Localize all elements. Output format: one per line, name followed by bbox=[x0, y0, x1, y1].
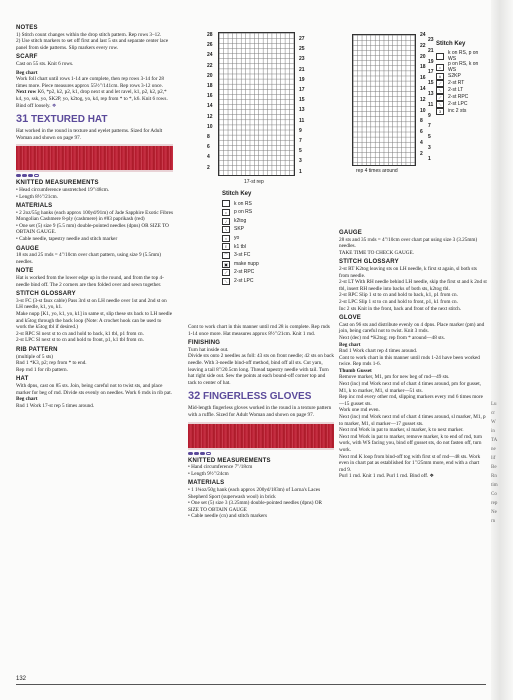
stitch-symbol-icon: ▣ bbox=[222, 261, 230, 268]
chart1-row-number: 22 bbox=[207, 62, 213, 69]
chart2-row-number: 17 bbox=[428, 69, 434, 76]
chart1-row-number: 28 bbox=[207, 32, 213, 38]
thumb-line: Purl 1 rnd. Knit 1 rnd. Purl 1 rnd. Bind off. ❖ bbox=[339, 473, 435, 480]
thumb-line: Remove marker, M1, pm for new beg of rnd—49 sts. bbox=[339, 374, 450, 381]
chart1-row-number: 21 bbox=[299, 66, 305, 73]
chart2-row-number: 3 bbox=[428, 145, 431, 151]
stitch-symbol-icon: ⟍ bbox=[436, 87, 444, 94]
hat-intro: Hat worked in the round in texture and eyelet patterns. Sized for Adult Woman and shown on page 97. bbox=[16, 128, 163, 141]
glossary-item: 2-st LPC Slip 1 st to cn and hold to front, p1, k1 from cn. bbox=[339, 298, 458, 305]
key-item bbox=[222, 268, 259, 277]
key-item bbox=[222, 243, 259, 252]
thumb-line: Next rnd K loop from bind-off tog with first st of rnd—48 sts. Work even in chart pat as established for 1"/25mm more, end with a chart rnd 9. bbox=[339, 453, 481, 473]
chart1-row-number: 11 bbox=[299, 117, 305, 124]
note-1: 1) Stitch count changes within the drop stitch pattern. Rep rows 3–12. bbox=[16, 31, 162, 38]
key-item bbox=[436, 62, 482, 73]
scarf-heading: SCARF bbox=[16, 54, 38, 61]
chart1-row-number: 12 bbox=[207, 113, 213, 120]
chart1-row-number: 4 bbox=[207, 154, 210, 161]
chart2-row-number: 5 bbox=[428, 134, 431, 141]
glossary-item: 2-st LT With RH needle behind LH needle, skip the first st and k 2nd st tbl, insert RH needle into backs of both sts, k2tog tbl. bbox=[339, 279, 487, 292]
chart2-row-number: 19 bbox=[428, 58, 434, 65]
key-item-label: k on RS, p on WS bbox=[448, 50, 479, 62]
chart2-row-number: 18 bbox=[420, 64, 426, 71]
chart2-row-number: 14 bbox=[420, 86, 426, 92]
edge-text-fragment: Lu bbox=[491, 402, 497, 407]
thumb-line: Work one rnd even. bbox=[339, 407, 380, 414]
chart2-row-number: 8 bbox=[420, 118, 423, 125]
key-item-label: 2-st LT bbox=[448, 86, 464, 93]
key-item bbox=[436, 94, 482, 101]
key-item bbox=[436, 80, 482, 87]
chart1-row-number: 3 bbox=[299, 158, 302, 165]
key-item-label: make nupp bbox=[234, 260, 259, 267]
key-item bbox=[436, 108, 482, 115]
gauge-heading: GAUGE bbox=[339, 230, 363, 236]
glove-rnd1: Rnd 1 Work chart rep 4 times around. bbox=[339, 348, 418, 355]
glossary-item: 2-st RT K2tog leaving sts on LH needle, k first st again, sl both sts from needle. bbox=[339, 265, 477, 279]
key-item bbox=[436, 101, 482, 108]
chart1-row-number: 10 bbox=[207, 123, 213, 130]
chart1-row-number: 9 bbox=[299, 127, 302, 134]
rib-line: Rep rnd 1 for rib pattern. bbox=[16, 366, 68, 373]
skill-level-dots bbox=[16, 174, 173, 177]
glove-cont: Cont to work chart in this manner until rnds 1-24 have been worked twice. Rep rnds 1-6. bbox=[339, 354, 480, 368]
stitch-key-title: Stitch Key bbox=[436, 41, 466, 47]
key-item-label: 2-st LPC bbox=[234, 277, 254, 284]
edge-text-fragment: Rn bbox=[491, 474, 497, 479]
glossary-item: 2-st RPC Sl next st to cn and hold to back, k1 tbl, p1 from cn. bbox=[16, 330, 144, 337]
stitch-symbol-icon: ∧ bbox=[436, 73, 444, 80]
chart2-row-number: 4 bbox=[420, 140, 423, 146]
gloves-intro: Mid-length fingerless gloves worked in the round in a texture pattern with a ruffle. Sized for Adult Woman and shown on page 97. bbox=[188, 405, 332, 418]
key-item bbox=[222, 234, 259, 243]
footer-rule bbox=[16, 684, 486, 685]
chart1-row-number: 2 bbox=[207, 164, 210, 171]
glossary-item: Make nupp [K1, yo, k1, yo, k1] in same st, slip these sts back to LH needle and k5tog through the back loop (Note: A crochet hook can be used to work the k5tog tbl if desired.) bbox=[16, 311, 173, 331]
gloves-chart-grid bbox=[352, 34, 416, 166]
edge-text-fragment: Co bbox=[491, 492, 497, 497]
edge-text-fragment: tim bbox=[491, 483, 498, 488]
stitch-symbol-icon: • bbox=[436, 64, 444, 71]
stitch-symbol-icon: / bbox=[222, 218, 230, 225]
glove-heading: GLOVE bbox=[339, 315, 362, 322]
edge-text-fragment: Be bbox=[491, 465, 497, 470]
stitch-symbol-icon bbox=[222, 200, 230, 207]
key-item-label: S2KP bbox=[448, 72, 461, 79]
chart1-row-number: 6 bbox=[207, 144, 210, 151]
materials-heading: MATERIALS bbox=[16, 203, 53, 210]
edge-text-fragment: in bbox=[491, 429, 495, 434]
gloves-stitch-key bbox=[436, 38, 482, 115]
edge-text-fragment: TA bbox=[491, 438, 498, 443]
chart1-row-number: 24 bbox=[207, 52, 213, 59]
gauge-take-time: TAKE TIME TO CHECK GAUGE. bbox=[339, 249, 414, 256]
key-item bbox=[436, 73, 482, 80]
page-gutter-shadow bbox=[491, 0, 513, 700]
thumb-line: Next (inc) rnd Work next rnd of chart 4 times around, sl marker, M1, p to marker, M1, sl marker—17 gusset sts. bbox=[339, 414, 486, 427]
key-item-label: k2tog bbox=[234, 217, 247, 224]
gloves-title: 32 FINGERLESS GLOVES bbox=[188, 390, 312, 403]
rib-line: Rnd 1 *K3, p2; rep from * to end. bbox=[16, 360, 87, 367]
chart1-row-number: 13 bbox=[299, 107, 305, 114]
skill-level-dots bbox=[188, 452, 334, 455]
glossary-item: 2-st RPC Slip 1 st to cn and hold to back, k1, p1 from cn. bbox=[339, 292, 458, 299]
chart1-row-number: 1 bbox=[299, 168, 302, 175]
edge-text-fragment: W bbox=[491, 420, 496, 425]
thumb-line: Rep inc rnd every other rnd, slipping markers every rnd 6 times more—15 gusset sts. bbox=[339, 394, 483, 407]
gauge-text: 18 sts and 25 rnds = 4"/10cm over chart pattern, using size 9 (5.5mm) needles. bbox=[16, 252, 161, 265]
key-item bbox=[436, 87, 482, 94]
next-row-text: Next row K6, *p2, k2, p2, k1, drop next st and let ravel, k1, p2, k2, p2,* k4, yo, ssk, yo, SK2P, yo, k2tog, yo, k4, rep from * to *, k6. Knit 6 rows. Bind off loosely. ❖ bbox=[16, 89, 168, 109]
beg-chart-text: Work foll chart until rows 1-14 are complete, then rep rows 3-14 for 28 times more. Piece measures approx 55½"/141cm. Rep rows 3-12 once. bbox=[16, 76, 164, 89]
chart1-row-number: 23 bbox=[299, 56, 305, 63]
glossary-item: 2-st LPC Sl next st to cn and hold to front, p1, k1 tbl from cn. bbox=[16, 337, 144, 344]
key-item-label: inc 2 sts bbox=[448, 107, 467, 114]
key-item-label: p on RS bbox=[234, 209, 253, 216]
edge-text-fragment: Ne bbox=[491, 510, 497, 515]
chart1-row-number: 16 bbox=[207, 93, 213, 100]
key-item bbox=[222, 260, 259, 269]
chart1-row-number: 15 bbox=[299, 97, 305, 104]
stitch-symbol-icon: ℓ bbox=[222, 243, 230, 250]
edge-text-fragment: rep bbox=[491, 501, 498, 506]
chart1-row-number: 17 bbox=[299, 87, 305, 93]
edge-text-fragment: ne bbox=[491, 447, 496, 452]
edge-text-fragment: rn bbox=[491, 519, 496, 524]
material-2: • One set (5) size 3 (3.25mm) double-pointed needles (dpns) OR SIZE TO OBTAIN GAUGE bbox=[188, 500, 322, 513]
chart2-row-number: 23 bbox=[428, 37, 434, 43]
next-row-label: Next row bbox=[16, 89, 37, 96]
column-right bbox=[339, 227, 487, 480]
note-heading: NOTE bbox=[16, 268, 34, 275]
key-item bbox=[222, 251, 259, 260]
chart2-row-number: 2 bbox=[420, 150, 423, 157]
chart1-row-number: 18 bbox=[207, 83, 213, 89]
chart1-row-number: 26 bbox=[207, 42, 213, 49]
knitted-measurements-heading: KNITTED MEASUREMENTS bbox=[16, 180, 99, 187]
chart2-row-number: 9 bbox=[428, 112, 431, 119]
key-item bbox=[222, 277, 259, 286]
notes-heading: NOTES bbox=[16, 25, 38, 31]
key-item-label: 2-st RPC bbox=[234, 269, 255, 276]
chart1-row-number: 14 bbox=[207, 103, 213, 110]
chart1-row-number: 8 bbox=[207, 134, 210, 140]
stitch-symbol-icon: ⟋ bbox=[436, 80, 444, 87]
chart2-row-number: 24 bbox=[420, 32, 426, 38]
measurement-2: • Length 8½"/21cm. bbox=[16, 193, 58, 200]
measurement-1: • Head circumference unstretched 19"/48cm. bbox=[16, 186, 110, 193]
chart2-row-number: 12 bbox=[420, 96, 426, 103]
hat-stitch-key bbox=[222, 190, 259, 286]
stitch-symbol-icon: 3 bbox=[436, 108, 444, 115]
measurement-2: • Length 9½"/24cm bbox=[188, 470, 229, 477]
gloves-photo-strip bbox=[188, 422, 334, 450]
stitch-symbol-icon: ⌒ bbox=[224, 252, 228, 258]
finishing-heading: FINISHING bbox=[188, 340, 221, 347]
chart2-row-number: 15 bbox=[428, 80, 434, 87]
rib-line: (multiple of 5 sts) bbox=[16, 353, 54, 360]
stitch-symbol-icon: ⟍ bbox=[222, 278, 230, 285]
thumb-line: Next (inc) rnd Work next rnd of chart 4 times around, pm for gusset, M1, k to marker, M1, sl marker—51 sts. bbox=[339, 381, 481, 394]
hat-chart-grid bbox=[218, 32, 295, 176]
page-number: 132 bbox=[16, 676, 27, 682]
gauge-heading: GAUGE bbox=[16, 245, 40, 252]
facing-page-edge-text bbox=[491, 400, 505, 526]
material-1: • 2 2oz/55g hanks (each approx 100yd/91m) of Jade Sapphire Exotic Fibres Mongolian Cashmere 8-ply (cashmere) in #83 paprikash (red) bbox=[16, 209, 173, 223]
key-item-label: p on RS, k on WS bbox=[448, 61, 479, 73]
chart2-row-number: 16 bbox=[420, 75, 426, 82]
stitch-symbol-icon: \ bbox=[222, 226, 230, 233]
hat-text: With dpns, cast on 85 sts. Join, being careful not to twist sts, and place marker for beg of rnd. Divide sts evenly on needles. Work 6 rnds in rib pat. bbox=[16, 382, 172, 396]
chart2-row-number: 13 bbox=[428, 91, 434, 97]
rib-pattern-heading: RIB PATTERN bbox=[16, 346, 58, 353]
thumb-line: Next rnd Work in pat to marker, remove marker, k to end of rnd, turn work, with WS facing you, bind off gusset sts, do not fasten off, turn work. bbox=[339, 433, 482, 453]
gauge-text: 28 sts and 35 rnds = 4"/10cm over chart pat using size 3 (3.25mm) needles. bbox=[339, 236, 478, 250]
stitch-glossary-heading: STITCH GLOSSARY bbox=[339, 259, 399, 266]
glossary-item: Inc 2 sts Knit in the front, back and front of the next stitch. bbox=[339, 305, 462, 312]
material-3: • Cable needle (cn) and stitch markers bbox=[188, 513, 268, 520]
chart2-row-number: 20 bbox=[420, 53, 426, 60]
stitch-symbol-icon: ⟋ bbox=[436, 94, 444, 101]
hat-title: 31 TEXTURED HAT bbox=[16, 113, 108, 126]
hat-heading: HAT bbox=[16, 376, 29, 383]
stitch-symbol-icon bbox=[436, 53, 444, 60]
key-item-label: 3-st FC bbox=[234, 252, 251, 259]
stitch-symbol-icon: ⟍ bbox=[436, 101, 444, 108]
stitch-symbol-icon: ⟋ bbox=[222, 269, 230, 276]
chart2-row-number: 10 bbox=[420, 107, 426, 114]
key-item bbox=[222, 200, 259, 209]
hat-beg-chart: Beg chart bbox=[16, 396, 38, 403]
finishing-text: Turn hat inside out. bbox=[188, 346, 229, 353]
hat-continue-text: Cont to work chart in this manner until rnd 28 is complete. Rep rnds 1-14 once more. Hat measures approx 8½"/21cm. Knit 1 rnd. bbox=[188, 324, 330, 337]
glove-dec: Next (dec) rnd *K2tog; rep from * around—48 sts. bbox=[339, 334, 445, 341]
beg-chart-heading: Beg chart bbox=[16, 69, 38, 76]
glove-beg-chart: Beg chart bbox=[339, 341, 361, 348]
chart1-row-number: 27 bbox=[299, 36, 305, 42]
glossary-item: 3-st FC (3-st faux cable) Pass 3rd st on LH needle over 1st and 2nd st on LH needle, k1, yo, k1. bbox=[16, 297, 167, 311]
glove-text: Cast on 96 sts and distribute evenly on 4 dpns. Place marker (pm) and join, being careful not to twist. Knit 3 rnds. bbox=[339, 321, 485, 335]
stitch-glossary-heading: STITCH GLOSSARY bbox=[16, 291, 76, 298]
hat-photo-strip bbox=[16, 144, 173, 172]
key-item-label: SKP bbox=[234, 226, 245, 233]
gloves-measurements-heading: KNITTED MEASUREMENTS bbox=[188, 457, 271, 464]
hat-rnd1: Rnd 1 Work 17-st rep 5 times around. bbox=[16, 402, 95, 409]
chart1-row-number: 25 bbox=[299, 46, 305, 53]
material-1: • 1 1¾oz/50g hank (each approx 200yd/183m) of Lorna's Laces Shepherd Sport (superwash wool) in brick bbox=[188, 486, 321, 500]
key-item bbox=[222, 208, 259, 217]
edge-text-fragment: cr bbox=[491, 411, 495, 416]
finishing-text: Divide sts onto 2 needles as foll: 43 sts on front needle; 42 sts on back needle. With 3-needle bind-off method, bind off all sts. Cut yarn, leaving a tail 8"/20.5cm long. Thread tapestry needle with tail. Turn hat right side out. Sew the points at each bound-off corner top and tack to center of hat. bbox=[188, 353, 334, 386]
stitch-symbol-icon: • bbox=[222, 209, 230, 216]
stitch-key-title: Stitch Key bbox=[222, 191, 252, 197]
chart2-row-number: 7 bbox=[428, 123, 431, 130]
chart1-row-number: 19 bbox=[299, 76, 305, 83]
chart1-row-number: 7 bbox=[299, 138, 302, 144]
chart2-row-number: 1 bbox=[428, 155, 431, 162]
chart2-rep-label: rep 4 times around bbox=[356, 168, 398, 174]
thumb-line: Next rnd Work in pat to marker, sl marker, k to next marker. bbox=[339, 427, 464, 434]
key-item bbox=[222, 225, 259, 234]
edge-text-fragment: lif bbox=[491, 456, 496, 461]
column-middle bbox=[188, 324, 334, 520]
key-item-label: yo bbox=[234, 234, 240, 241]
chart2-row-number: 11 bbox=[428, 101, 434, 108]
column-left bbox=[16, 22, 173, 409]
chart2-row-number: 21 bbox=[428, 47, 434, 54]
chart2-row-number: 22 bbox=[420, 42, 426, 49]
note-2: 2) Use stitch markers to set off first and last 5 sts and separate center lace panel from side patterns. Slip markers every row. bbox=[16, 38, 169, 51]
key-item bbox=[222, 217, 259, 226]
note-text: Hat is worked from the lower edge up in the round, and from the top 4-needle bind off. The 2 corners are then folded over and sewn together. bbox=[16, 275, 164, 288]
chart1-row-number: 20 bbox=[207, 72, 213, 79]
gloves-materials-heading: MATERIALS bbox=[188, 480, 225, 487]
chart2-row-number: 6 bbox=[420, 129, 423, 136]
stitch-symbol-icon: ○ bbox=[222, 235, 230, 242]
thumb-gusset-heading: Thumb Gusset bbox=[339, 367, 372, 374]
key-item-label: 2-st RPC bbox=[448, 93, 469, 100]
material-3: • Cable needle, tapestry needle and stitch marker bbox=[16, 236, 118, 243]
material-2: • One set (5) size 9 (5.5 mm) double-pointed needles (dpns) OR SIZE TO OBTAIN GAUGE. bbox=[16, 222, 169, 236]
scarf-text: Cast on 55 sts. Knit 6 rows. bbox=[16, 60, 74, 67]
measurement-1: • Hand circumference 7"/18cm bbox=[188, 464, 253, 471]
chart1-rep-label: 17-st rep bbox=[244, 179, 264, 185]
key-item-label: k on RS bbox=[234, 200, 252, 207]
key-item-label: 2-st RT bbox=[448, 79, 465, 86]
key-item-label: 2-st LPC bbox=[448, 100, 468, 107]
key-item-label: k1 tbl bbox=[234, 243, 246, 250]
chart1-row-number: 5 bbox=[299, 148, 302, 155]
